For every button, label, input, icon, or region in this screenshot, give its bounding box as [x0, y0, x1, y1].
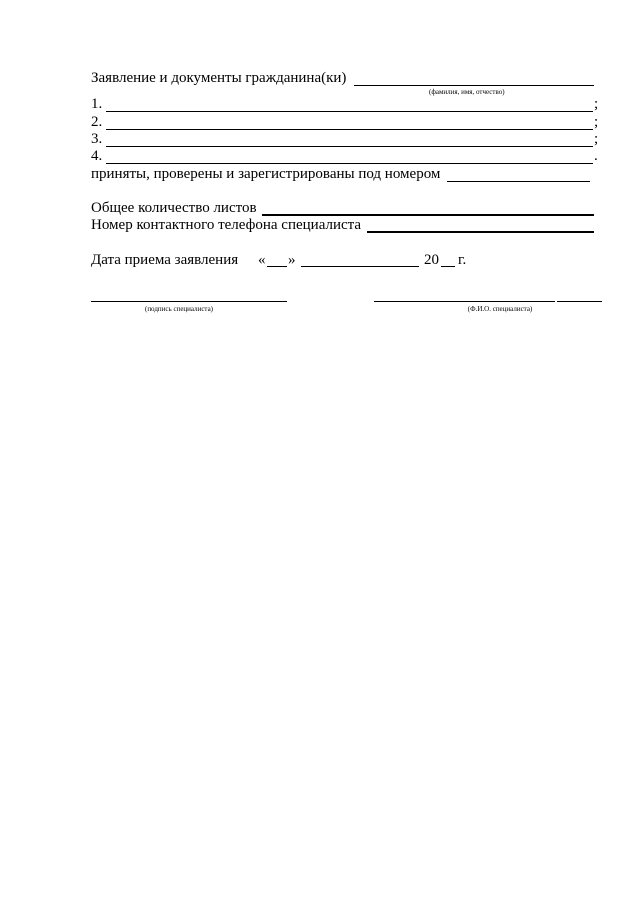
fio-blank-extension [557, 301, 602, 302]
intro-text: Заявление и документы гражданина(ки) [91, 70, 347, 86]
year-prefix: 20 [424, 252, 439, 268]
name-blank [354, 85, 594, 86]
item-4-number: 4. [91, 148, 103, 164]
month-blank [301, 266, 419, 267]
fio-blank [374, 301, 555, 302]
item-2-end: ; [594, 114, 599, 130]
item-1-blank [106, 111, 593, 112]
sheets-blank [262, 214, 594, 216]
fio-caption: (Ф.И.О. специалиста) [467, 305, 533, 313]
year-blank [441, 266, 455, 267]
quote-open: « [258, 252, 266, 268]
phone-blank [367, 231, 594, 233]
signature-blank [91, 301, 287, 302]
date-label: Дата приема заявления [91, 252, 239, 268]
item-4-end: . [594, 148, 598, 164]
day-blank [267, 266, 287, 267]
accepted-text: приняты, проверены и зарегистрированы под номером [91, 166, 441, 182]
item-1-number: 1. [91, 96, 103, 112]
quote-close: » [288, 252, 296, 268]
signature-caption: (подпись специалиста) [144, 305, 214, 313]
name-caption: (фамилия, имя, отчество) [429, 88, 505, 96]
item-3-number: 3. [91, 131, 103, 147]
item-3-blank [106, 146, 593, 147]
phone-label: Номер контактного телефона специалиста [91, 217, 362, 233]
item-2-number: 2. [91, 114, 103, 130]
registration-number-blank [447, 181, 590, 182]
item-3-end: ; [594, 131, 599, 147]
sheets-label: Общее количество листов [91, 200, 257, 216]
item-4-blank [106, 163, 593, 164]
item-2-blank [106, 129, 593, 130]
item-1-end: ; [594, 96, 599, 112]
year-suffix: г. [458, 252, 467, 268]
